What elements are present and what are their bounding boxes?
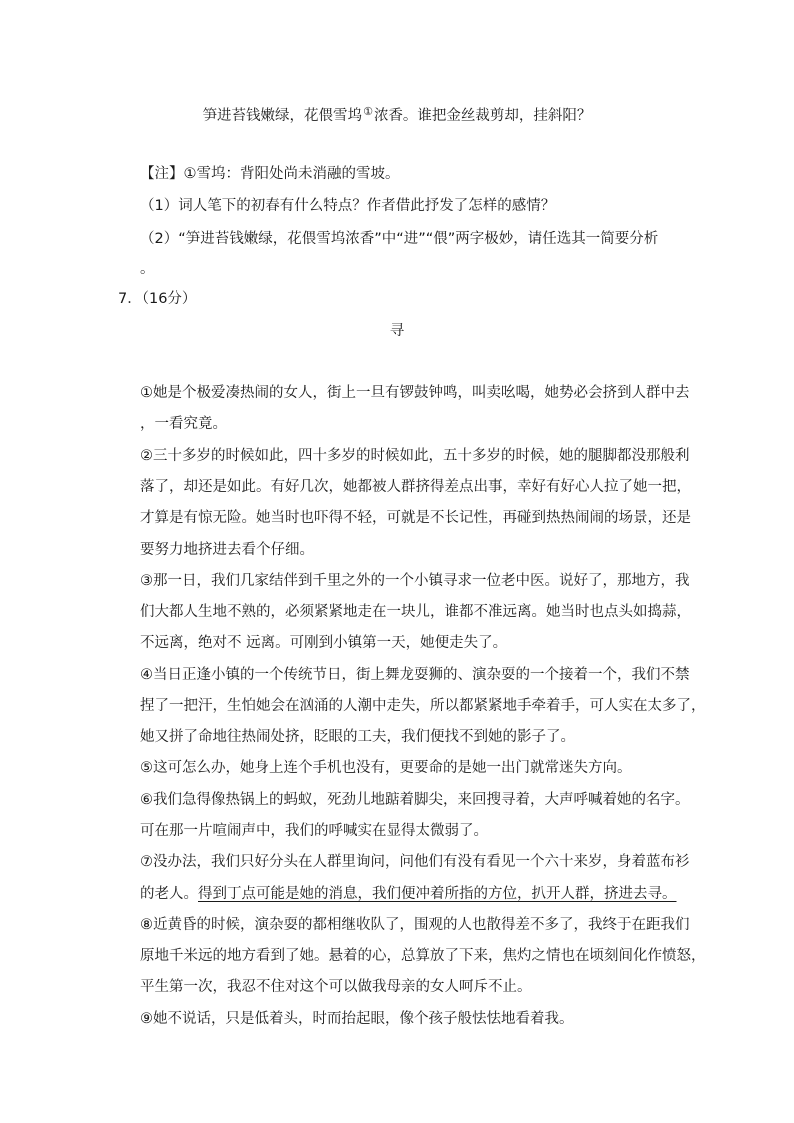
- article-line: ④当日正逢小镇的一个传统节日，街上舞龙耍狮的、演杂耍的一个接着一个，我们不禁: [140, 667, 690, 683]
- footnote-marker: ①: [363, 105, 373, 118]
- article-line: 原地千米远的地方看到了她。悬着的心，总算放了下来，焦灼之情也在顷刻间化作愤怒，: [140, 948, 706, 964]
- article-line: ⑤这可怎么办，她身上连个手机也没有，更要命的是她一出门就常迷失方向。: [140, 760, 632, 776]
- article-line: 们大都人生地不熟的，必须紧紧地走在一块儿，谁都不准远离。她当时也点头如捣蒜，: [140, 604, 691, 620]
- question-7-label: 7．（16分）: [118, 291, 197, 307]
- poem-line: [0, 102, 794, 126]
- question-1: （1）词人笔下的初春有什么特点？作者借此抒发了怎样的感情？: [140, 198, 556, 214]
- article-line: 捏了一把汗，生怕她会在汹涌的人潮中走失，所以都紧紧地手牵着手，可人实在太多了，: [140, 698, 706, 714]
- poem-part-1: 笋进苔钱嫩绿，花偎雪坞: [202, 108, 363, 124]
- article-line-with-underline: [140, 884, 677, 904]
- question-2-line-2: 。: [140, 261, 155, 277]
- article-text: 的老人。: [140, 886, 198, 902]
- article-line: ⑧近黄昏的时候，演杂耍的都相继收队了，围观的人也散得差不多了，我终于在距我们: [140, 917, 690, 933]
- question-2-line-1: （2）“笋进苔钱嫩绿，花偎雪坞浓香”中“进”“偎”两字极妙，请任选其一简要分析: [140, 231, 659, 247]
- poem-note: 【注】①雪坞：背阳处尚未消融的雪坡。: [140, 166, 400, 182]
- article-line: ⑦没办法，我们只好分头在人群里询问，问他们有没有看见一个六十来岁，身着蓝布衫: [140, 854, 690, 870]
- article-line: 可在那一片喧闹声中，我们的呼喊实在显得太微弱了。: [140, 823, 488, 839]
- article-line: 要努力地挤进去看个仔细。: [140, 542, 314, 558]
- article-line: ③那一日，我们几家结伴到千里之外的一个小镇寻求一位老中医。说好了，那地方，我: [140, 573, 690, 589]
- article-line: ②三十多岁的时候如此，四十多岁的时候如此，五十多岁的时候，她的腿脚都没那般利: [140, 448, 690, 464]
- underlined-sentence: 得到丁点可能是她的消息，我们便冲着所指的方位，扒开人群，挤进去寻。: [198, 886, 677, 902]
- article-line: 不远离，绝对不 远离。可刚到小镇第一天，她便走失了。: [140, 635, 508, 651]
- article-line: ①她是个极爱凑热闹的女人，街上一旦有锣鼓钟鸣，叫卖吆喝，她势必会挤到人群中去: [140, 385, 690, 401]
- article-line: ，一看究竟。: [140, 416, 227, 432]
- article-line: 她又拼了命地往热闹处挤，眨眼的工夫，我们便找不到她的影子了。: [140, 729, 575, 745]
- article-line: 平生第一次，我忍不住对这个可以做我母亲的女人呵斥不止。: [140, 979, 532, 995]
- article-line: ⑨她不说话，只是低着头，时而抬起眼，像个孩子般怯怯地看着我。: [140, 1011, 574, 1027]
- article-line: 落了，却还是如此。有好几次，她都被人群挤得差点出事，幸好有好心人拉了她一把，: [140, 479, 691, 495]
- article-line: 才算是有惊无险。她当时也吓得不轻，可就是不长记性，再碰到热热闹闹的场景，还是: [140, 510, 691, 526]
- article-line: ⑥我们急得像热锅上的蚂蚁，死劲儿地踮着脚尖，来回搜寻着，大声呼喊着她的名字。: [140, 792, 690, 808]
- article-title: 寻: [389, 323, 405, 339]
- poem-part-2: 浓香。谁把金丝裁剪却，挂斜阳？: [373, 108, 592, 124]
